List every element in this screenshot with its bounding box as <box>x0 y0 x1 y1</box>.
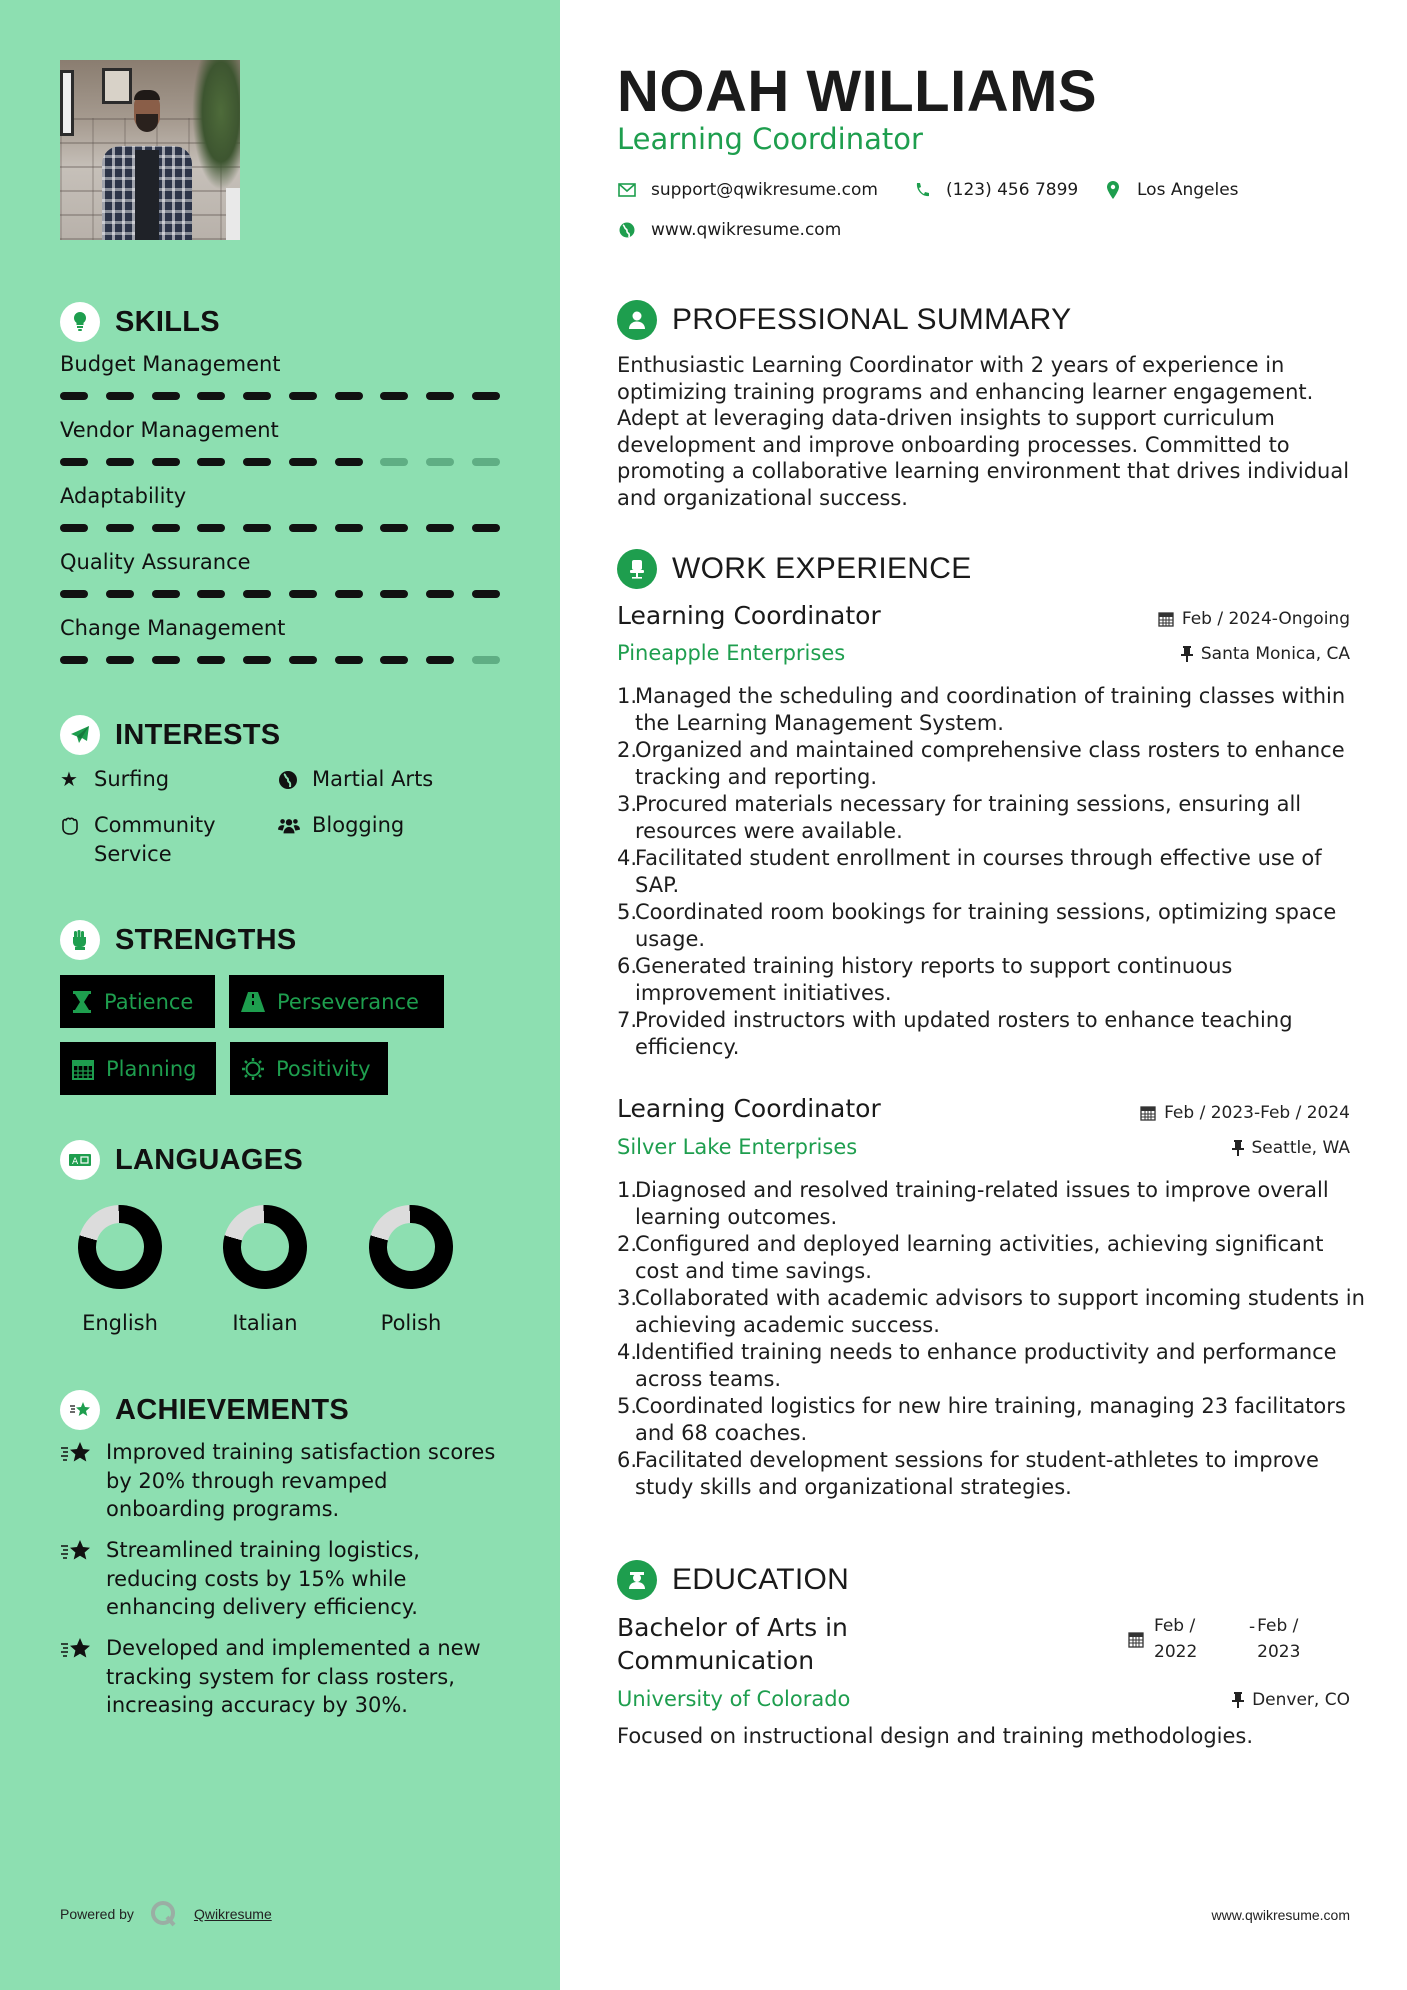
duty-number: 5. <box>617 900 638 924</box>
skill-level-dash <box>380 524 408 532</box>
strengths-header <box>60 920 297 960</box>
duty-item <box>617 1393 1367 1447</box>
skill-level-bar <box>60 524 500 532</box>
skill-level-dash <box>60 458 88 466</box>
summary-title: PROFESSIONAL SUMMARY <box>672 303 1072 336</box>
duty-item <box>617 737 1367 791</box>
duty-item <box>617 1339 1367 1393</box>
company-name: Pineapple Enterprises <box>617 641 846 665</box>
language-item <box>205 1205 325 1335</box>
language-name: Polish <box>380 1311 442 1335</box>
school-name: University of Colorado <box>617 1687 851 1711</box>
skill-level-dash <box>60 392 88 400</box>
main-content <box>560 0 1407 1990</box>
skills-header <box>60 302 220 342</box>
language-name: Italian <box>232 1311 298 1335</box>
skill-level-dash <box>289 656 317 664</box>
profile-photo <box>60 60 240 240</box>
skill-level-dash <box>243 458 271 466</box>
skill-item <box>60 352 500 400</box>
skill-level-dash <box>472 590 500 598</box>
map-pin-icon <box>1103 180 1123 200</box>
pushpin-icon <box>1232 1692 1244 1708</box>
duty-text: Identified training needs to enhance productivity and performance across teams. <box>635 1340 1337 1391</box>
calendar-icon <box>1140 1105 1156 1121</box>
qwikresume-link[interactable]: Qwikresume <box>193 1906 272 1922</box>
duty-item <box>617 1177 1367 1231</box>
translate-icon <box>60 1140 100 1180</box>
email-link[interactable]: support@qwikresume.com <box>651 180 878 200</box>
globe-icon <box>617 220 637 240</box>
duty-number: 4. <box>617 846 638 870</box>
calendar-icon <box>1128 1630 1144 1648</box>
duty-item <box>617 791 1367 845</box>
language-proficiency-donut <box>368 1204 455 1291</box>
skill-level-dash <box>197 590 225 598</box>
summary-text: Enthusiastic Learning Coordinator with 2 years of experience in optimizing training programs and enhancing learner engagement. Adept at leveraging data-driven insights to support curriculum development and improve onboarding processes. Committed to promoting a collaborative learning environment that drives individual and organizational success. <box>617 353 1350 510</box>
svg-text:A: A <box>72 1157 79 1167</box>
skills-title: SKILLS <box>115 305 220 338</box>
achievement-item: Improved training satisfaction scores by 20% through revamped onboarding programs. <box>60 1438 500 1524</box>
sidebar <box>0 0 560 1990</box>
skill-level-dash <box>335 656 363 664</box>
duty-number: 1. <box>617 1178 638 1202</box>
phone-link[interactable]: (123) 456 7899 <box>946 180 1079 200</box>
skill-level-dash <box>106 524 134 532</box>
job-location: Santa Monica, CA <box>1181 644 1350 664</box>
skill-level-dash <box>380 392 408 400</box>
skill-level-dash <box>426 458 454 466</box>
shooting-star-icon <box>60 1634 94 1720</box>
duty-text: Collaborated with academic advisors to support incoming students in achieving academic success. <box>635 1286 1365 1337</box>
skill-level-dash <box>106 458 134 466</box>
strengths-title: STRENGTHS <box>115 923 297 956</box>
sun-icon <box>242 1058 264 1080</box>
duty-text: Diagnosed and resolved training-related issues to improve overall learning outcomes. <box>635 1178 1329 1229</box>
office-chair-icon <box>617 549 657 589</box>
duty-text: Managed the scheduling and coordination of training classes within the Learning Management System. <box>635 684 1346 735</box>
star-icon: ★ <box>60 767 78 791</box>
skill-level-dash <box>152 524 180 532</box>
language-item <box>60 1205 180 1335</box>
hourglass-icon <box>72 991 92 1013</box>
skill-item <box>60 484 500 532</box>
skill-level-dash <box>335 590 363 598</box>
interest-item-community-service: Community Service <box>60 811 216 869</box>
skill-level-dash <box>60 524 88 532</box>
skill-level-dash <box>426 392 454 400</box>
job-dates: Feb / 2023-Feb / 2024 <box>1140 1103 1350 1123</box>
skill-level-dash <box>289 392 317 400</box>
skill-level-dash <box>380 590 408 598</box>
skill-item <box>60 550 500 598</box>
hand-icon <box>60 811 82 840</box>
skill-level-dash <box>152 458 180 466</box>
globe-icon <box>278 765 300 794</box>
summary-header <box>617 300 1071 340</box>
skill-level-dash <box>197 656 225 664</box>
education-dates: Feb / 2022 - Feb / 2023 <box>1128 1613 1300 1665</box>
skill-level-dash <box>106 656 134 664</box>
skill-level-dash <box>426 524 454 532</box>
skill-level-dash <box>335 392 363 400</box>
interest-item-martial-arts: Martial Arts <box>278 765 433 794</box>
skill-level-dash <box>426 590 454 598</box>
education-title: EDUCATION <box>672 1563 850 1596</box>
skill-level-dash <box>106 590 134 598</box>
duty-number: 3. <box>617 1286 638 1310</box>
skill-level-dash <box>197 458 225 466</box>
duty-item <box>617 1007 1367 1061</box>
duty-item <box>617 953 1367 1007</box>
interests-title: INTERESTS <box>115 718 281 751</box>
strength-badge-patience: Patience <box>60 975 215 1028</box>
duty-text: Procured materials necessary for training sessions, ensuring all resources were available. <box>635 792 1302 843</box>
duty-text: Coordinated room bookings for training sessions, optimizing space usage. <box>635 900 1337 951</box>
languages-title: LANGUAGES <box>115 1143 303 1176</box>
duty-text: Provided instructors with updated rosters to enhance teaching efficiency. <box>635 1008 1293 1059</box>
duty-number: 3. <box>617 792 638 816</box>
experience-title: WORK EXPERIENCE <box>672 552 972 585</box>
job-duties-list <box>617 683 1367 1061</box>
skill-level-dash <box>289 524 317 532</box>
languages-header <box>60 1140 303 1180</box>
duty-text: Facilitated student enrollment in courses through effective use of SAP. <box>635 846 1322 897</box>
strength-badge-positivity: Positivity <box>230 1042 388 1095</box>
job-duties-list <box>617 1177 1367 1501</box>
pushpin-icon <box>1181 646 1193 662</box>
duty-number: 4. <box>617 1340 638 1364</box>
users-icon <box>278 811 300 840</box>
experience-header <box>617 549 972 589</box>
skill-level-dash <box>289 458 317 466</box>
skill-level-dash <box>380 656 408 664</box>
qwikresume-logo-icon <box>150 1900 178 1928</box>
duty-text: Organized and maintained comprehensive class rosters to enhance tracking and reporting. <box>635 738 1345 789</box>
duty-text: Facilitated development sessions for student-athletes to improve study skills and organizational strategies. <box>635 1448 1319 1499</box>
achievement-item: Streamlined training logistics, reducing costs by 15% while enhancing delivery efficiency. <box>60 1536 500 1622</box>
skill-level-bar <box>60 458 500 466</box>
strength-badge-perseverance: Perseverance <box>229 975 444 1028</box>
shooting-star-icon <box>60 1438 94 1524</box>
skill-level-dash <box>426 656 454 664</box>
skill-name: Budget Management <box>60 352 281 376</box>
skill-level-dash <box>380 458 408 466</box>
lightbulb-icon <box>60 302 100 342</box>
language-proficiency-donut <box>222 1204 309 1291</box>
language-proficiency-donut <box>77 1204 164 1291</box>
skill-level-bar <box>60 392 500 400</box>
footer-website-link[interactable]: www.qwikresume.com <box>1211 1907 1350 1923</box>
skill-level-dash <box>60 590 88 598</box>
duty-item <box>617 683 1367 737</box>
duty-number: 1. <box>617 684 638 708</box>
achievements-header <box>60 1390 349 1430</box>
paper-plane-icon <box>60 715 100 755</box>
duty-number: 5. <box>617 1394 638 1418</box>
strength-badge-planning: Planning <box>60 1042 216 1095</box>
duty-number: 2. <box>617 1232 638 1256</box>
phone-icon <box>912 180 932 200</box>
user-icon <box>617 300 657 340</box>
skill-item <box>60 616 500 664</box>
skill-level-bar <box>60 656 500 664</box>
duty-item <box>617 845 1367 899</box>
interests-header <box>60 715 280 755</box>
calendar-icon <box>1158 611 1174 627</box>
candidate-role: Learning Coordinator <box>617 122 923 156</box>
education-header <box>617 1560 849 1600</box>
achievement-item: Developed and implemented a new tracking system for class rosters, increasing accuracy by 30%. <box>60 1634 500 1720</box>
skill-level-dash <box>243 392 271 400</box>
contact-location: Los Angeles <box>1103 180 1239 200</box>
fist-icon <box>60 920 100 960</box>
duty-number: 7. <box>617 1008 638 1032</box>
degree-title: Bachelor of Arts in Communication <box>617 1613 848 1675</box>
duty-number: 6. <box>617 1448 638 1472</box>
skill-name: Vendor Management <box>60 418 279 442</box>
duty-number: 2. <box>617 738 638 762</box>
interest-item-blogging: Blogging <box>278 811 404 840</box>
skill-level-dash <box>197 392 225 400</box>
shooting-star-icon <box>60 1390 100 1430</box>
skill-level-bar <box>60 590 500 598</box>
skill-name: Quality Assurance <box>60 550 251 574</box>
education-location: Denver, CO <box>1232 1690 1350 1710</box>
skill-level-dash <box>152 392 180 400</box>
language-item <box>351 1205 471 1335</box>
duty-item <box>617 1285 1367 1339</box>
skill-level-dash <box>472 524 500 532</box>
skill-level-dash <box>243 524 271 532</box>
pushpin-icon <box>1232 1140 1244 1156</box>
language-name: English <box>82 1311 158 1335</box>
skill-level-dash <box>197 524 225 532</box>
job-title: Learning Coordinator <box>617 601 881 630</box>
skill-level-dash <box>335 458 363 466</box>
graduate-icon <box>617 1560 657 1600</box>
duty-item <box>617 1231 1367 1285</box>
skill-level-dash <box>472 656 500 664</box>
candidate-name: NOAH WILLIAMS <box>617 59 1098 124</box>
duty-text: Coordinated logistics for new hire training, managing 23 facilitators and 68 coaches. <box>635 1394 1346 1445</box>
website-link[interactable]: www.qwikresume.com <box>651 220 842 240</box>
skill-name: Change Management <box>60 616 286 640</box>
skill-level-dash <box>335 524 363 532</box>
contact-email <box>617 180 878 200</box>
road-icon <box>241 992 265 1012</box>
skill-level-dash <box>472 392 500 400</box>
contact-website <box>617 220 841 240</box>
skill-level-dash <box>472 458 500 466</box>
skill-name: Adaptability <box>60 484 187 508</box>
duty-number: 6. <box>617 954 638 978</box>
company-name: Silver Lake Enterprises <box>617 1135 858 1159</box>
skill-item <box>60 418 500 466</box>
skill-level-dash <box>243 656 271 664</box>
shooting-star-icon <box>60 1536 94 1622</box>
job-dates: Feb / 2024-Ongoing <box>1158 609 1350 629</box>
duty-item <box>617 1447 1367 1501</box>
skill-level-dash <box>152 590 180 598</box>
skill-level-dash <box>152 656 180 664</box>
job-title: Learning Coordinator <box>617 1094 881 1123</box>
envelope-icon <box>617 180 637 200</box>
powered-by: Powered by Qwikresume <box>60 1900 272 1928</box>
skill-level-dash <box>243 590 271 598</box>
skill-level-dash <box>60 656 88 664</box>
achievements-title: ACHIEVEMENTS <box>115 1393 350 1426</box>
skill-level-dash <box>289 590 317 598</box>
education-description: Focused on instructional design and training methodologies. <box>617 1724 1254 1748</box>
job-location: Seattle, WA <box>1232 1138 1351 1158</box>
interest-item-surfing: ★ Surfing <box>60 765 169 794</box>
duty-text: Generated training history reports to support continuous improvement initiatives. <box>635 954 1233 1005</box>
duty-item <box>617 899 1367 953</box>
contact-phone <box>912 180 1078 200</box>
calendar-icon <box>72 1058 94 1080</box>
duty-text: Configured and deployed learning activities, achieving significant cost and time savings. <box>635 1232 1324 1283</box>
skill-level-dash <box>106 392 134 400</box>
